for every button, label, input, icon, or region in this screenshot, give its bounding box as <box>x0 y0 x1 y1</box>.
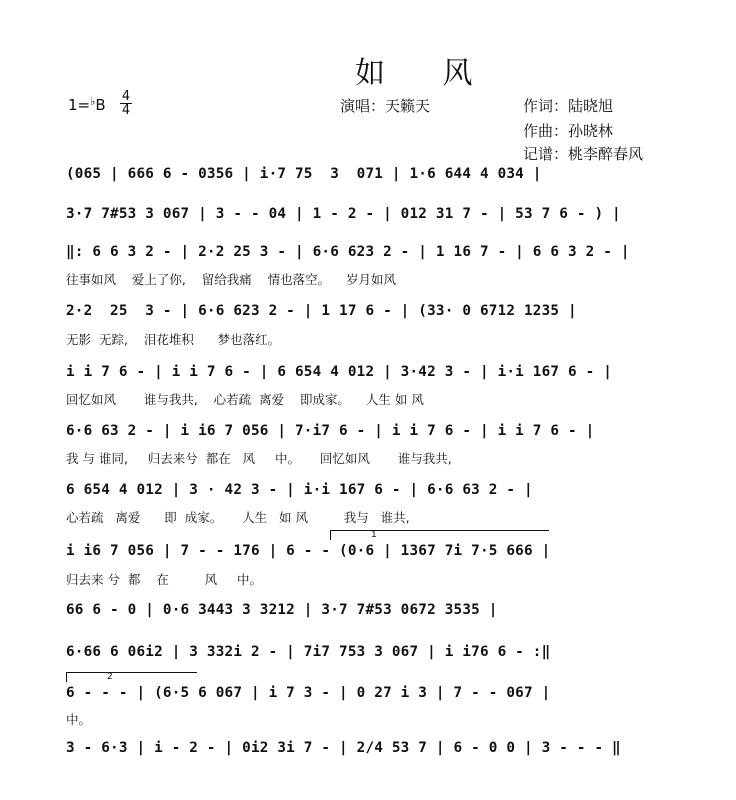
transcriber-credit: 记谱：桃李醉春风 <box>523 145 644 163</box>
notation-row-9: 66 6 - 0 | 0·6 3443 3 3212 | 3·7 7#53 0672 3535 | <box>66 602 498 618</box>
lyric-line-4: 我 与 谁同, 归去来兮 都在 风 中。 回忆如风 谁与我共, <box>66 451 452 466</box>
lyricist-credit: 作词：陆晓旭 <box>523 97 614 115</box>
notation-row-4: 2·2 25 3 - | 6·6 623 2 - | 1 17 6 - | (33· 0 6712 1235 | <box>66 303 577 319</box>
notation-row-10: 6·66 6 06i2 | 3 332i 2 - | 7i7 753 3 067 | i i76 6 - :‖ <box>66 644 551 660</box>
time-signature <box>120 90 132 117</box>
lyric-line-3: 回忆如风 谁与我共, 心若疏 离爱 即成家。 人生 如 风 <box>66 392 424 407</box>
notation-row-3: ‖: 6 6 3 2 - | 2·2 25 3 - | 6·6 623 2 - | 1 16 7 - | 6 6 3 2 - | <box>66 244 630 260</box>
meter-bottom: 4 <box>121 103 131 118</box>
key-prefix: 1= <box>68 96 91 114</box>
notation-row-7: 6 654 4 012 | 3 · 42 3 - | i·i 167 6 - | 6·6 63 2 - | <box>66 482 533 498</box>
notation-row-1: (065 | 666 6 - 0356 | i·7 75 3 071 | 1·6 644 4 034 | <box>66 166 542 182</box>
notation-row-6: 6·6 63 2 - | i i6 7 056 | 7·i7 6 - | i i 7 6 - | i i 7 6 - | <box>66 423 595 439</box>
key-signature <box>68 95 106 114</box>
notation-row-8: i i6 7 056 | 7 - - 176 | 6 - - (0·6 | 1367 7i 7·5 666 | <box>66 543 551 559</box>
volta-1-bracket: 1 <box>330 530 549 540</box>
key-note: B <box>95 96 106 114</box>
lyric-line-2: 无影 无踪, 泪花堆积 梦也落红。 <box>66 332 281 347</box>
notation-row-5: i i 7 6 - | i i 7 6 - | 6 654 4 012 | 3·42 3 - | i·i 167 6 - | <box>66 364 613 380</box>
flat-sign: ♭ <box>90 95 96 108</box>
lyric-line-1: 往事如风 爱上了你, 留给我痛 情也落空。 岁月如风 <box>66 272 397 287</box>
notation-row-11: 6 - - - | (6·5 6 067 | i 7 3 - | 0 27 i 3 | 7 - - 067 | <box>66 685 551 701</box>
song-title: 如 风 <box>355 56 497 91</box>
notation-row-2: 3·7 7#53 3 067 | 3 - - 04 | 1 - 2 - | 012 31 7 - | 53 7 6 - ) | <box>66 206 621 222</box>
lyric-line-6: 归去来 兮 都 在 风 中。 <box>66 572 262 587</box>
composer-credit: 作曲：孙晓林 <box>523 122 614 140</box>
singer-credit: 演唱：天籁天 <box>340 97 431 115</box>
volta-2-bracket: 2 <box>66 672 197 682</box>
meter-top: 4 <box>121 89 131 104</box>
notation-row-12: 3 - 6·3 | i - 2 - | 0i2 3i 7 - | 2/4 53 7 | 6 - 0 0 | 3 - - - ‖ <box>66 740 621 756</box>
lyric-line-7: 中。 <box>66 712 92 727</box>
lyric-line-5: 心若疏 离爱 即 成家。 人生 如 风 我与 谁共, <box>66 510 410 525</box>
